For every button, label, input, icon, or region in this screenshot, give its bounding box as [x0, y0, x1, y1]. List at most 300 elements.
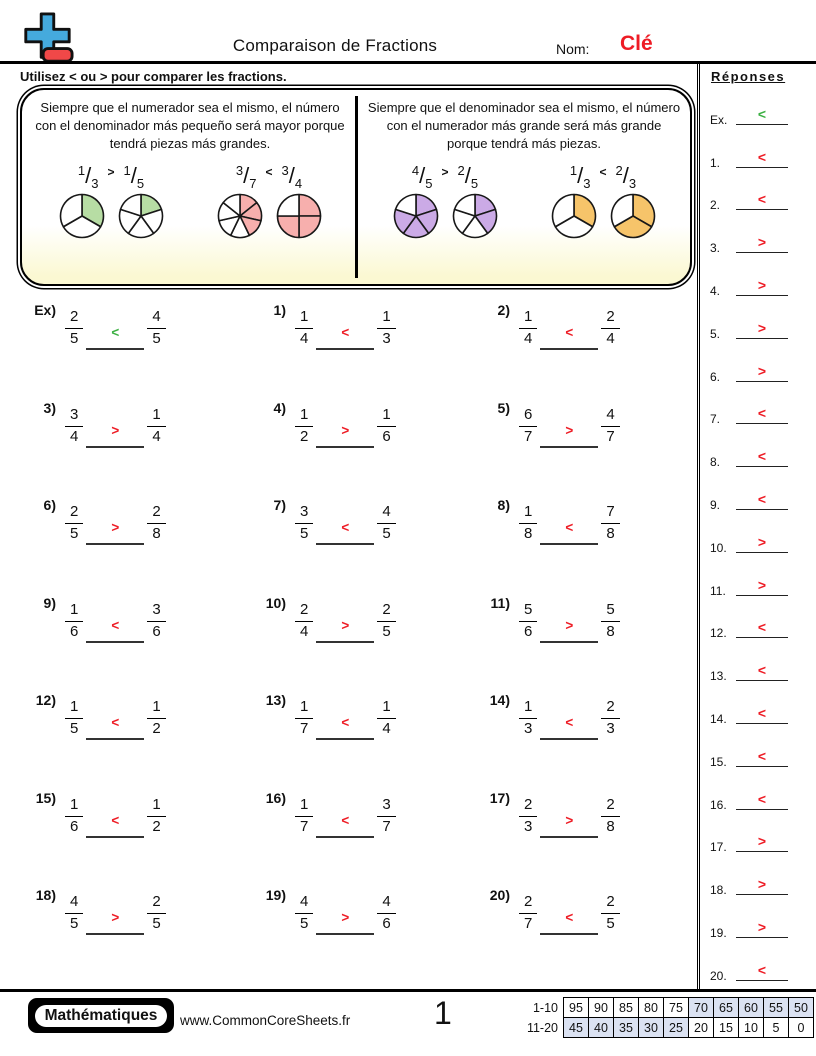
fraction-denominator: 7	[300, 720, 309, 738]
answer-row	[700, 88, 816, 131]
problem-item	[244, 886, 468, 933]
score-table	[526, 997, 814, 1038]
score-cell: 0	[789, 1018, 814, 1038]
fraction-bar	[295, 523, 313, 524]
fraction-numerator: 1	[152, 795, 161, 813]
problem-item	[14, 496, 244, 543]
fraction-numerator: 2	[606, 698, 615, 716]
score-cell: 30	[639, 1018, 664, 1038]
name-label: Nom:	[556, 41, 590, 57]
score-cell: 75	[664, 998, 689, 1018]
answer-number: 5.	[710, 326, 721, 341]
fraction	[412, 163, 433, 191]
fraction	[282, 163, 303, 191]
answer-symbol: <	[757, 704, 767, 721]
answer-symbol: <	[565, 325, 574, 340]
answer-symbol: >	[757, 533, 767, 550]
fraction	[601, 407, 619, 446]
fraction-numerator: 2	[524, 795, 533, 813]
answer-blank	[316, 607, 374, 643]
problem-number: 1)	[273, 302, 286, 318]
demo-pies	[36, 192, 186, 240]
answer-symbol: >	[757, 362, 767, 379]
fraction-numerator: 4	[411, 162, 420, 178]
problem-number: 17)	[489, 789, 510, 806]
answer-line	[736, 790, 788, 810]
fraction-numerator: 1	[70, 795, 79, 813]
score-cell: 55	[764, 998, 789, 1018]
answer-number: 14.	[710, 711, 727, 726]
score-cell: 50	[789, 998, 814, 1018]
fraction-numerator: 4	[152, 308, 161, 326]
problem-item	[14, 886, 244, 933]
score-cell: 25	[664, 1018, 689, 1038]
fraction-bar	[377, 523, 395, 524]
fraction-bar	[601, 523, 619, 524]
brand-label: Mathématiques	[35, 1005, 168, 1027]
answer-row	[700, 644, 816, 687]
answer-number: 15.	[710, 754, 727, 769]
fraction	[519, 894, 537, 933]
fraction-bar	[377, 913, 395, 914]
fraction	[377, 309, 395, 348]
answer-blank	[540, 802, 598, 838]
fraction-numerator: 2	[382, 600, 391, 618]
problem-item	[468, 496, 692, 543]
fraction-bar	[601, 426, 619, 427]
problem-number: 3)	[43, 399, 56, 416]
problem-item	[244, 691, 468, 738]
fraction-denominator: 3	[583, 175, 591, 191]
comparison-symbol: >	[441, 164, 449, 179]
fraction-denominator: 6	[382, 915, 391, 933]
info-panel-left	[32, 99, 348, 240]
score-cell: 90	[589, 998, 614, 1018]
demo-fractions	[528, 163, 678, 191]
fraction-denominator: 4	[524, 330, 533, 348]
score-row	[526, 998, 814, 1018]
score-cell: 15	[714, 1018, 739, 1038]
fraction-slash: /	[464, 162, 471, 188]
problem-item	[14, 789, 244, 836]
score-cell: 35	[614, 1018, 639, 1038]
problem-number: 11)	[490, 594, 510, 611]
fraction-denominator: 4	[606, 330, 615, 348]
answers-list	[700, 88, 816, 987]
problem-item	[14, 399, 244, 446]
fraction	[147, 894, 165, 933]
answer-blank	[86, 899, 144, 935]
fraction-numerator: 2	[524, 893, 533, 911]
problem-number: 5)	[497, 399, 510, 416]
fraction-numerator: 4	[382, 893, 391, 911]
fraction-denominator: 4	[382, 720, 391, 738]
score-cell: 65	[714, 998, 739, 1018]
answer-symbol: >	[757, 276, 767, 293]
answer-number: 11.	[710, 583, 726, 598]
answer-number: 8.	[710, 455, 721, 470]
fraction-bar	[65, 816, 83, 817]
fraction-denominator: 7	[300, 817, 309, 835]
fraction-denominator: 3	[628, 175, 637, 191]
answer-symbol: <	[565, 910, 574, 925]
answer-blank	[316, 509, 374, 545]
fraction-numerator: 1	[382, 405, 391, 423]
fraction-bar	[147, 426, 165, 427]
fraction	[65, 602, 83, 641]
fraction-bar	[519, 523, 537, 524]
fraction-denominator: 5	[470, 175, 479, 191]
fraction-denominator: 5	[152, 915, 161, 933]
demo-pies	[370, 192, 520, 240]
fraction-numerator: 2	[152, 503, 161, 521]
fraction-numerator: 1	[524, 308, 533, 326]
fraction	[124, 163, 145, 191]
fraction-denominator: 8	[606, 525, 615, 543]
fraction-slash: /	[288, 162, 295, 188]
demo-row-right	[366, 163, 682, 240]
brand-logo	[28, 998, 174, 1033]
fraction-bar	[65, 426, 83, 427]
problem-number: 16)	[265, 789, 286, 806]
score-range-label: 11-20	[526, 1020, 558, 1035]
fraction-denominator: 6	[70, 817, 79, 835]
answer-row	[700, 516, 816, 559]
fraction	[295, 797, 313, 836]
fraction	[377, 699, 395, 738]
score-cell: 20	[689, 1018, 714, 1038]
fraction-bar	[147, 328, 165, 329]
fraction	[377, 602, 395, 641]
fraction	[601, 309, 619, 348]
fraction-denominator: 6	[152, 622, 161, 640]
fraction-numerator: 1	[152, 698, 161, 716]
answer-number: 2.	[710, 198, 721, 213]
problem-number: 20)	[489, 887, 510, 903]
fraction-numerator: 3	[235, 162, 244, 178]
problem-number: 9)	[43, 594, 56, 611]
fraction-denominator: 7	[249, 175, 257, 191]
fraction	[295, 894, 313, 933]
answer-symbol: <	[757, 148, 767, 165]
fraction-bar	[519, 328, 537, 329]
problem-number: 6)	[43, 497, 56, 513]
fraction-pie-icon	[58, 192, 106, 240]
answer-blank	[316, 899, 374, 935]
answer-line	[736, 362, 788, 382]
fraction-pie-icon	[392, 192, 440, 240]
answer-number: 17.	[710, 840, 727, 855]
problem-item	[244, 496, 468, 543]
hint-box	[20, 88, 692, 286]
answer-number: 19.	[710, 925, 727, 940]
problem-number: 18)	[35, 887, 56, 903]
fraction-bar	[147, 718, 165, 719]
answer-symbol: <	[565, 715, 574, 730]
score-cell: 10	[739, 1018, 764, 1038]
problem-number: 12)	[35, 692, 56, 708]
fraction-bar	[295, 718, 313, 719]
answer-blank	[316, 314, 374, 350]
fraction-denominator: 4	[152, 427, 161, 445]
answer-line	[736, 875, 788, 895]
fraction	[295, 504, 313, 543]
answer-row	[700, 345, 816, 388]
fraction	[601, 699, 619, 738]
problem-item	[468, 886, 692, 933]
score-range-label: 1-10	[532, 1000, 558, 1015]
demo-fractions	[36, 163, 186, 191]
fraction-bar	[377, 621, 395, 622]
fraction-numerator: 1	[70, 698, 79, 716]
fraction	[147, 504, 165, 543]
answer-symbol: >	[757, 576, 767, 593]
score-cell: 80	[639, 998, 664, 1018]
fraction-bar	[601, 913, 619, 914]
fraction-numerator: 2	[606, 795, 615, 813]
answer-line	[736, 190, 788, 210]
fraction-denominator: 5	[606, 915, 615, 933]
fraction-numerator: 4	[382, 503, 391, 521]
answer-symbol: <	[757, 191, 767, 208]
hint-text-right: Siempre que el denominador sea el mismo, el número con el numerador más grande será más grande porque tendrá más piezas.	[367, 100, 681, 151]
score-cell: 40	[589, 1018, 614, 1038]
problem-item	[244, 301, 468, 348]
page-number: 1	[434, 995, 452, 1031]
fraction-numerator: 3	[281, 162, 289, 178]
problem-item	[468, 399, 692, 446]
fraction	[65, 309, 83, 348]
problems-grid	[14, 301, 698, 984]
fraction-bar	[147, 913, 165, 914]
fraction-numerator: 1	[152, 405, 161, 423]
answer-number: 16.	[710, 797, 727, 812]
fraction-bar	[147, 523, 165, 524]
answer-symbol: <	[757, 490, 767, 507]
fraction-denominator: 6	[382, 427, 391, 445]
answer-row	[700, 430, 816, 473]
fraction-slash: /	[622, 162, 629, 188]
fraction-bar	[601, 718, 619, 719]
fraction-numerator: 5	[524, 600, 533, 618]
fraction-denominator: 4	[300, 622, 309, 640]
info-panel-right	[366, 99, 682, 240]
fraction-numerator: 1	[70, 600, 79, 618]
answer-line	[736, 276, 788, 296]
answer-blank	[540, 509, 598, 545]
fraction	[570, 163, 591, 191]
fraction	[601, 894, 619, 933]
fraction-denominator: 8	[524, 525, 533, 543]
answer-symbol: >	[565, 422, 574, 438]
fraction-slash: /	[130, 162, 137, 188]
score-cell: 60	[739, 998, 764, 1018]
fraction-numerator: 1	[524, 503, 533, 521]
answer-row	[700, 901, 816, 944]
fraction-bar	[295, 328, 313, 329]
answer-row	[700, 216, 816, 259]
problem-number: 19)	[265, 887, 286, 903]
fraction-numerator: 3	[300, 503, 309, 521]
fraction-numerator: 2	[606, 893, 615, 911]
score-table-body	[526, 998, 814, 1038]
fraction-bar	[601, 816, 619, 817]
fraction-numerator: 2	[457, 162, 465, 178]
answer-row	[700, 816, 816, 859]
fraction	[616, 163, 637, 191]
fraction-numerator: 2	[152, 893, 161, 911]
answer-symbol: >	[757, 234, 767, 251]
fraction-numerator: 2	[70, 308, 79, 326]
problem-item	[468, 301, 692, 348]
demo-fractions	[370, 163, 520, 191]
fraction-denominator: 5	[136, 175, 145, 191]
fraction	[519, 602, 537, 641]
fraction	[519, 407, 537, 446]
problem-item	[14, 594, 244, 641]
fraction-bar	[377, 328, 395, 329]
fraction-bar	[519, 426, 537, 427]
problem-number: 10)	[265, 594, 286, 611]
comparison-symbol: <	[265, 164, 273, 179]
panel-divider	[355, 96, 358, 278]
fraction-numerator: 1	[300, 795, 309, 813]
fraction-denominator: 3	[91, 175, 99, 191]
fraction-denominator: 3	[524, 817, 533, 835]
answer-symbol: <	[111, 812, 120, 828]
score-row	[526, 1018, 814, 1038]
header-rule	[0, 61, 816, 64]
answer-line	[736, 319, 788, 339]
answer-symbol: <	[757, 619, 767, 636]
fraction-denominator: 6	[524, 622, 533, 640]
fraction-bar	[65, 621, 83, 622]
problem-number: 14)	[489, 692, 510, 708]
fraction-pie-icon	[117, 192, 165, 240]
fraction-pie-icon	[451, 192, 499, 240]
fraction	[601, 797, 619, 836]
answer-line	[736, 704, 788, 724]
problem-item	[244, 399, 468, 446]
fraction	[377, 504, 395, 543]
answer-blank	[86, 412, 144, 448]
answer-line	[736, 105, 788, 125]
problem-item	[244, 594, 468, 641]
fraction-denominator: 8	[606, 622, 615, 640]
fraction-denominator: 2	[300, 427, 309, 445]
answer-row	[700, 730, 816, 773]
fraction-denominator: 2	[152, 720, 161, 738]
fraction	[147, 797, 165, 836]
answer-symbol: >	[341, 422, 350, 438]
fraction-denominator: 4	[294, 175, 303, 191]
fraction-denominator: 7	[382, 817, 391, 835]
fraction-denominator: 7	[524, 427, 533, 445]
fraction-numerator: 1	[569, 162, 578, 178]
answer-symbol: >	[565, 812, 574, 828]
fraction-bar	[377, 816, 395, 817]
fraction-numerator: 1	[524, 698, 533, 716]
fraction-denominator: 4	[300, 330, 309, 348]
fraction	[295, 602, 313, 641]
fraction-numerator: 6	[524, 405, 533, 423]
fraction-denominator: 2	[152, 817, 161, 835]
fraction-bar	[601, 328, 619, 329]
fraction	[295, 407, 313, 446]
fraction	[377, 407, 395, 446]
fraction-bar	[519, 718, 537, 719]
fraction-bar	[65, 328, 83, 329]
answer-row	[700, 131, 816, 174]
fraction-denominator: 7	[524, 915, 533, 933]
fraction-numerator: 5	[606, 600, 615, 618]
answer-symbol: <	[565, 520, 574, 535]
answer-blank	[86, 802, 144, 838]
answer-line	[736, 148, 788, 168]
fraction	[236, 163, 257, 191]
answer-symbol: <	[111, 325, 120, 340]
answer-symbol: >	[757, 833, 767, 850]
answer-number: 20.	[710, 968, 727, 983]
fraction	[65, 894, 83, 933]
answer-row	[700, 259, 816, 302]
problem-item	[468, 594, 692, 641]
fraction-slash: /	[85, 162, 92, 188]
fraction	[601, 504, 619, 543]
problem-item	[468, 789, 692, 836]
fraction-bar	[65, 718, 83, 719]
fraction-slash: /	[577, 162, 584, 188]
fraction-numerator: 1	[382, 698, 391, 716]
answer-line	[736, 618, 788, 638]
footer-rule	[0, 989, 816, 992]
answer-number: 6.	[710, 369, 721, 384]
score-cell: 70	[689, 998, 714, 1018]
answer-line	[736, 576, 788, 596]
fraction-numerator: 4	[606, 405, 615, 423]
fraction-bar	[519, 816, 537, 817]
demo-row-left	[32, 163, 348, 240]
fraction	[65, 407, 83, 446]
answer-row	[700, 602, 816, 645]
answer-blank	[540, 704, 598, 740]
fraction-bar	[377, 426, 395, 427]
fraction-numerator: 2	[606, 308, 615, 326]
fraction-denominator: 3	[382, 330, 391, 348]
answer-blank	[540, 412, 598, 448]
fraction-denominator: 5	[425, 175, 433, 191]
answer-symbol: <	[757, 448, 767, 465]
answer-symbol: <	[341, 812, 350, 828]
answer-symbol: <	[757, 790, 767, 807]
answer-symbol: <	[341, 325, 350, 340]
fraction-bar	[295, 816, 313, 817]
answer-symbol: <	[757, 961, 767, 978]
answer-row	[700, 944, 816, 987]
answer-line	[736, 961, 788, 981]
fraction	[147, 602, 165, 641]
answer-blank	[86, 314, 144, 350]
answer-blank	[86, 509, 144, 545]
fraction-numerator: 1	[77, 162, 86, 178]
page-title: Comparaison de Fractions	[232, 36, 438, 55]
fraction-pie-icon	[550, 192, 598, 240]
answer-blank	[540, 899, 598, 935]
fraction	[458, 163, 479, 191]
fraction-denominator: 5	[300, 525, 309, 543]
answer-number: 1.	[710, 155, 721, 170]
fraction	[65, 504, 83, 543]
